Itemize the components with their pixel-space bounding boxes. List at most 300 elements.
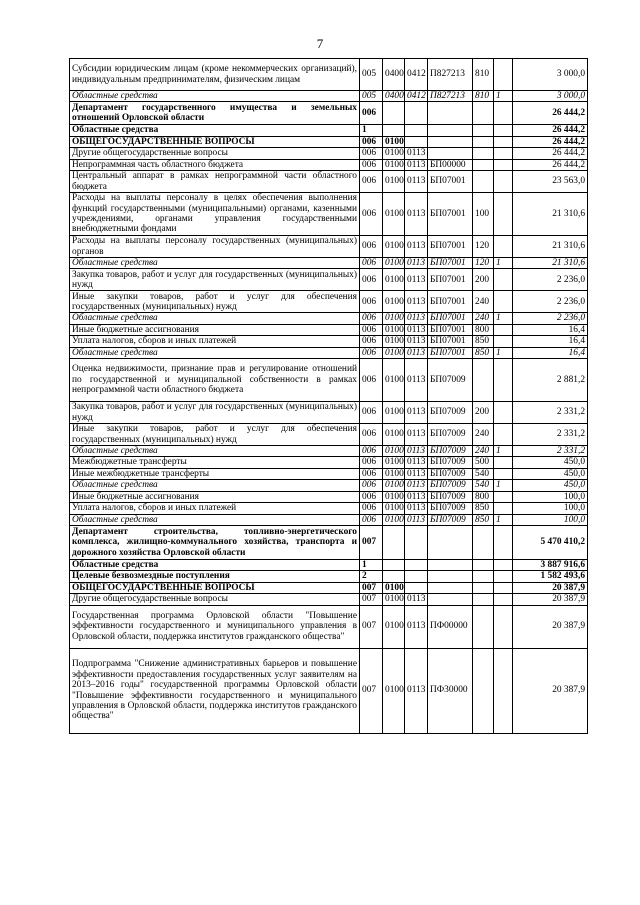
table-row: [70, 148, 588, 159]
row-name: Целевые безвозмездные поступления: [70, 571, 360, 582]
vr-code: [473, 525, 494, 559]
pr-code: 0113: [405, 648, 428, 733]
table-row: [70, 605, 588, 648]
budget-table-body: [70, 59, 588, 734]
vr-code: 850: [473, 336, 494, 347]
table-row: [70, 594, 588, 605]
src-code: [494, 582, 513, 593]
rz-code: 0400: [383, 59, 405, 91]
src-code: 1: [494, 258, 513, 269]
gr-code: 005: [360, 91, 383, 102]
gr-code: 1: [360, 559, 383, 570]
csr-code: [428, 148, 473, 159]
csr-code: БП07001: [428, 313, 473, 324]
table-row: [70, 171, 588, 193]
row-name: Областные средства: [70, 559, 360, 570]
rz-code: 0100: [383, 269, 405, 291]
table-row: [70, 424, 588, 446]
src-code: [494, 605, 513, 648]
row-name: Иные закупки товаров, работ и услуг для обеспечения государственных (муниципальных) нужд: [70, 291, 360, 313]
row-sum: 20 387,9: [513, 594, 588, 605]
row-name: Областные средства: [70, 258, 360, 269]
pr-code: 0113: [405, 424, 428, 446]
pr-code: 0113: [405, 269, 428, 291]
vr-code: 120: [473, 258, 494, 269]
rz-code: 0100: [383, 480, 405, 491]
vr-code: [473, 582, 494, 593]
vr-code: [473, 359, 494, 402]
pr-code: 0113: [405, 159, 428, 170]
vr-code: 800: [473, 491, 494, 502]
row-sum: 20 387,9: [513, 605, 588, 648]
row-sum: 100,0: [513, 514, 588, 525]
row-name: Областные средства: [70, 480, 360, 491]
table-row: [70, 402, 588, 424]
row-sum: 16,4: [513, 324, 588, 335]
gr-code: 006: [360, 236, 383, 258]
row-sum: 5 470 410,2: [513, 525, 588, 559]
gr-code: 006: [360, 313, 383, 324]
vr-code: 810: [473, 91, 494, 102]
csr-code: БП07009: [428, 457, 473, 468]
vr-code: 240: [473, 313, 494, 324]
csr-code: ПФ00000: [428, 605, 473, 648]
gr-code: 006: [360, 159, 383, 170]
rz-code: 0100: [383, 446, 405, 457]
src-code: [494, 503, 513, 514]
row-name: Другие общегосударственные вопросы: [70, 148, 360, 159]
table-row: [70, 503, 588, 514]
gr-code: 007: [360, 648, 383, 733]
pr-code: 0113: [405, 347, 428, 358]
vr-code: 100: [473, 193, 494, 236]
gr-code: 007: [360, 582, 383, 593]
vr-code: 240: [473, 291, 494, 313]
row-name: Областные средства: [70, 125, 360, 136]
pr-code: 0113: [405, 594, 428, 605]
row-sum: 2 236,0: [513, 269, 588, 291]
gr-code: 007: [360, 525, 383, 559]
rz-code: 0100: [383, 136, 405, 147]
src-code: [494, 159, 513, 170]
pr-code: [405, 525, 428, 559]
csr-code: БП07009: [428, 491, 473, 502]
csr-code: ПФ30000: [428, 648, 473, 733]
table-row: [70, 136, 588, 147]
row-name: Уплата налогов, сборов и иных платежей: [70, 336, 360, 347]
budget-table: [69, 58, 588, 734]
row-sum: 100,0: [513, 491, 588, 502]
csr-code: БП07009: [428, 402, 473, 424]
csr-code: БП07001: [428, 291, 473, 313]
csr-code: БП07009: [428, 480, 473, 491]
table-row: [70, 446, 588, 457]
src-code: 1: [494, 446, 513, 457]
rz-code: 0100: [383, 148, 405, 159]
pr-code: 0113: [405, 491, 428, 502]
gr-code: 2: [360, 571, 383, 582]
src-code: 1: [494, 514, 513, 525]
pr-code: 0113: [405, 336, 428, 347]
rz-code: [383, 571, 405, 582]
pr-code: 0113: [405, 503, 428, 514]
row-sum: 3 000,0: [513, 91, 588, 102]
csr-code: П827213: [428, 91, 473, 102]
gr-code: 006: [360, 424, 383, 446]
table-row: [70, 236, 588, 258]
row-sum: 2 881,2: [513, 359, 588, 402]
pr-code: 0113: [405, 148, 428, 159]
gr-code: 005: [360, 59, 383, 91]
rz-code: 0100: [383, 605, 405, 648]
rz-code: [383, 525, 405, 559]
row-sum: 20 387,9: [513, 648, 588, 733]
row-sum: 450,0: [513, 457, 588, 468]
rz-code: 0100: [383, 236, 405, 258]
csr-code: [428, 102, 473, 125]
gr-code: 006: [360, 514, 383, 525]
pr-code: 0113: [405, 402, 428, 424]
row-sum: 20 387,9: [513, 582, 588, 593]
rz-code: 0100: [383, 258, 405, 269]
table-row: [70, 258, 588, 269]
csr-code: БП07001: [428, 258, 473, 269]
row-sum: 450,0: [513, 480, 588, 491]
row-name: ОБЩЕГОСУДАРСТВЕННЫЕ ВОПРОСЫ: [70, 136, 360, 147]
src-code: [494, 336, 513, 347]
src-code: 1: [494, 313, 513, 324]
row-sum: 26 444,2: [513, 125, 588, 136]
pr-code: [405, 136, 428, 147]
vr-code: 810: [473, 59, 494, 91]
src-code: [494, 102, 513, 125]
src-code: [494, 291, 513, 313]
csr-code: БП07009: [428, 468, 473, 479]
table-row: [70, 59, 588, 91]
row-name: Областные средства: [70, 446, 360, 457]
row-name: Субсидии юридическим лицам (кроме некоммерческих организаций), индивидуальным предпринимателям, физическим лицам: [70, 59, 360, 91]
src-code: [494, 236, 513, 258]
pr-code: 0113: [405, 457, 428, 468]
table-row: [70, 514, 588, 525]
rz-code: [383, 559, 405, 570]
csr-code: БП07001: [428, 193, 473, 236]
row-name: Областные средства: [70, 347, 360, 358]
gr-code: 006: [360, 347, 383, 358]
vr-code: 200: [473, 269, 494, 291]
gr-code: 006: [360, 171, 383, 193]
rz-code: 0100: [383, 193, 405, 236]
row-sum: 2 331,2: [513, 446, 588, 457]
row-name: Государственная программа Орловской области "Повышение эффективности государственного и муниципального управления в Орловской области, поддержка институтов гражданского общества": [70, 605, 360, 648]
src-code: [494, 424, 513, 446]
row-sum: 21 310,6: [513, 193, 588, 236]
csr-code: БП07009: [428, 503, 473, 514]
gr-code: 006: [360, 480, 383, 491]
row-sum: 3 000,0: [513, 59, 588, 91]
csr-code: [428, 136, 473, 147]
table-row: [70, 359, 588, 402]
row-name: Департамент государственного имущества и земельных отношений Орловской области: [70, 102, 360, 125]
src-code: [494, 525, 513, 559]
vr-code: [473, 571, 494, 582]
pr-code: 0113: [405, 313, 428, 324]
vr-code: [473, 171, 494, 193]
row-sum: 100,0: [513, 503, 588, 514]
gr-code: 006: [360, 291, 383, 313]
rz-code: 0100: [383, 457, 405, 468]
vr-code: 500: [473, 457, 494, 468]
vr-code: 850: [473, 347, 494, 358]
row-name: Иные бюджетные ассигнования: [70, 491, 360, 502]
gr-code: 006: [360, 136, 383, 147]
table-row: [70, 91, 588, 102]
csr-code: БП07001: [428, 324, 473, 335]
src-code: [494, 594, 513, 605]
pr-code: 0113: [405, 468, 428, 479]
table-row: [70, 324, 588, 335]
pr-code: 0412: [405, 91, 428, 102]
gr-code: 006: [360, 359, 383, 402]
vr-code: [473, 148, 494, 159]
src-code: 1: [494, 91, 513, 102]
pr-code: [405, 125, 428, 136]
row-sum: 3 887 916,6: [513, 559, 588, 570]
table-row: [70, 336, 588, 347]
row-sum: 23 563,0: [513, 171, 588, 193]
rz-code: 0100: [383, 424, 405, 446]
pr-code: [405, 582, 428, 593]
src-code: [494, 125, 513, 136]
pr-code: 0113: [405, 324, 428, 335]
gr-code: 007: [360, 605, 383, 648]
table-row: [70, 313, 588, 324]
vr-code: 240: [473, 446, 494, 457]
table-row: [70, 269, 588, 291]
src-code: 1: [494, 480, 513, 491]
table-row: [70, 193, 588, 236]
csr-code: БП07009: [428, 514, 473, 525]
pr-code: 0412: [405, 59, 428, 91]
row-name: Закупка товаров, работ и услуг для государственных (муниципальных) нужд: [70, 269, 360, 291]
table-row: [70, 571, 588, 582]
csr-code: П827213: [428, 59, 473, 91]
csr-code: БП07001: [428, 347, 473, 358]
row-name: Иные межбюджетные трансферты: [70, 468, 360, 479]
rz-code: 0100: [383, 468, 405, 479]
src-code: [494, 491, 513, 502]
vr-code: [473, 159, 494, 170]
src-code: [494, 59, 513, 91]
row-sum: 450,0: [513, 468, 588, 479]
table-row: [70, 102, 588, 125]
csr-code: БП00000: [428, 159, 473, 170]
table-row: [70, 347, 588, 358]
rz-code: [383, 125, 405, 136]
row-name: Межбюджетные трансферты: [70, 457, 360, 468]
csr-code: [428, 559, 473, 570]
vr-code: 540: [473, 468, 494, 479]
table-row: [70, 491, 588, 502]
row-sum: 26 444,2: [513, 102, 588, 125]
csr-code: [428, 594, 473, 605]
row-sum: 21 310,6: [513, 258, 588, 269]
row-sum: 2 236,0: [513, 291, 588, 313]
csr-code: БП07001: [428, 171, 473, 193]
src-code: [494, 468, 513, 479]
row-name: Центральный аппарат в рамках непрограммной части областного бюджета: [70, 171, 360, 193]
gr-code: 006: [360, 503, 383, 514]
pr-code: 0113: [405, 291, 428, 313]
pr-code: [405, 102, 428, 125]
src-code: [494, 402, 513, 424]
pr-code: 0113: [405, 605, 428, 648]
table-row: [70, 648, 588, 733]
row-name: Оценка недвижимости, признание прав и регулирование отношений по государственной и муниципальной собственности в рамках непрограммной части областного бюджета: [70, 359, 360, 402]
table-row: [70, 291, 588, 313]
csr-code: БП07009: [428, 424, 473, 446]
row-sum: 26 444,2: [513, 148, 588, 159]
gr-code: 006: [360, 491, 383, 502]
row-sum: 16,4: [513, 347, 588, 358]
pr-code: 0113: [405, 171, 428, 193]
row-name: Подпрограмма "Снижение административных барьеров и повышение эффективности предоставления государственных услуг заявителям на 2013–2016 годы" государственной программы Орловской области "Повышение эффективности государственного и муниципального управления в Орловской области, поддержка институтов гражданского общества": [70, 648, 360, 733]
rz-code: 0400: [383, 91, 405, 102]
src-code: [494, 359, 513, 402]
pr-code: 0113: [405, 480, 428, 491]
gr-code: 006: [360, 148, 383, 159]
vr-code: 120: [473, 236, 494, 258]
vr-code: 200: [473, 402, 494, 424]
rz-code: 0100: [383, 491, 405, 502]
table-row: [70, 457, 588, 468]
row-name: Иные бюджетные ассигнования: [70, 324, 360, 335]
csr-code: БП07009: [428, 446, 473, 457]
row-sum: 26 444,2: [513, 159, 588, 170]
rz-code: 0100: [383, 582, 405, 593]
table-row: [70, 480, 588, 491]
vr-code: 540: [473, 480, 494, 491]
gr-code: 006: [360, 269, 383, 291]
src-code: 1: [494, 347, 513, 358]
pr-code: 0113: [405, 446, 428, 457]
row-name: Иные закупки товаров, работ и услуг для обеспечения государственных (муниципальных) нужд: [70, 424, 360, 446]
gr-code: 006: [360, 193, 383, 236]
pr-code: [405, 571, 428, 582]
csr-code: [428, 125, 473, 136]
gr-code: 006: [360, 468, 383, 479]
csr-code: БП07001: [428, 269, 473, 291]
table-row: [70, 159, 588, 170]
gr-code: 006: [360, 102, 383, 125]
vr-code: [473, 102, 494, 125]
rz-code: 0100: [383, 336, 405, 347]
gr-code: 006: [360, 258, 383, 269]
src-code: [494, 171, 513, 193]
rz-code: 0100: [383, 347, 405, 358]
rz-code: 0100: [383, 359, 405, 402]
row-name: Департамент строительства, топливно-энергетического комплекса, жилищно-коммунального хозяйства, транспорта и дорожного хозяйства Орловской области: [70, 525, 360, 559]
row-name: ОБЩЕГОСУДАРСТВЕННЫЕ ВОПРОСЫ: [70, 582, 360, 593]
rz-code: 0100: [383, 648, 405, 733]
src-code: [494, 148, 513, 159]
csr-code: БП07001: [428, 336, 473, 347]
row-name: Закупка товаров, работ и услуг для государственных (муниципальных) нужд: [70, 402, 360, 424]
rz-code: 0100: [383, 514, 405, 525]
csr-code: [428, 582, 473, 593]
row-name: Расходы на выплаты персоналу в целях обеспечения выполнения функций государственными (муниципальными) органами, казенными учреждениями, органами управления государственными внебюджетными фондами: [70, 193, 360, 236]
table-row: [70, 582, 588, 593]
rz-code: 0100: [383, 291, 405, 313]
table-row: [70, 525, 588, 559]
pr-code: [405, 559, 428, 570]
pr-code: 0113: [405, 514, 428, 525]
rz-code: 0100: [383, 159, 405, 170]
row-name: Областные средства: [70, 91, 360, 102]
vr-code: [473, 136, 494, 147]
rz-code: 0100: [383, 324, 405, 335]
rz-code: 0100: [383, 171, 405, 193]
vr-code: 850: [473, 514, 494, 525]
row-sum: 2 331,2: [513, 402, 588, 424]
row-sum: 2 236,0: [513, 313, 588, 324]
vr-code: 240: [473, 424, 494, 446]
src-code: [494, 571, 513, 582]
gr-code: 006: [360, 324, 383, 335]
src-code: [494, 457, 513, 468]
vr-code: [473, 594, 494, 605]
src-code: [494, 136, 513, 147]
csr-code: [428, 571, 473, 582]
table-row: [70, 125, 588, 136]
row-name: Областные средства: [70, 313, 360, 324]
row-name: Областные средства: [70, 514, 360, 525]
rz-code: [383, 102, 405, 125]
row-sum: 2 331,2: [513, 424, 588, 446]
gr-code: 1: [360, 125, 383, 136]
row-sum: 16,4: [513, 336, 588, 347]
page-number: 7: [316, 36, 324, 51]
row-sum: 1 582 493,6: [513, 571, 588, 582]
pr-code: 0113: [405, 359, 428, 402]
row-sum: 21 310,6: [513, 236, 588, 258]
vr-code: [473, 125, 494, 136]
src-code: [494, 269, 513, 291]
vr-code: [473, 605, 494, 648]
csr-code: БП07009: [428, 359, 473, 402]
src-code: [494, 324, 513, 335]
row-sum: 26 444,2: [513, 136, 588, 147]
rz-code: 0100: [383, 313, 405, 324]
csr-code: [428, 525, 473, 559]
gr-code: 006: [360, 336, 383, 347]
vr-code: [473, 648, 494, 733]
rz-code: 0100: [383, 594, 405, 605]
vr-code: [473, 559, 494, 570]
row-name: Расходы на выплаты персоналу государственных (муниципальных) органов: [70, 236, 360, 258]
rz-code: 0100: [383, 402, 405, 424]
pr-code: 0113: [405, 258, 428, 269]
row-name: Уплата налогов, сборов и иных платежей: [70, 503, 360, 514]
gr-code: 006: [360, 402, 383, 424]
pr-code: 0113: [405, 193, 428, 236]
csr-code: БП07001: [428, 236, 473, 258]
row-name: Непрограммная часть областного бюджета: [70, 159, 360, 170]
vr-code: 800: [473, 324, 494, 335]
gr-code: 006: [360, 446, 383, 457]
pr-code: 0113: [405, 236, 428, 258]
src-code: [494, 193, 513, 236]
